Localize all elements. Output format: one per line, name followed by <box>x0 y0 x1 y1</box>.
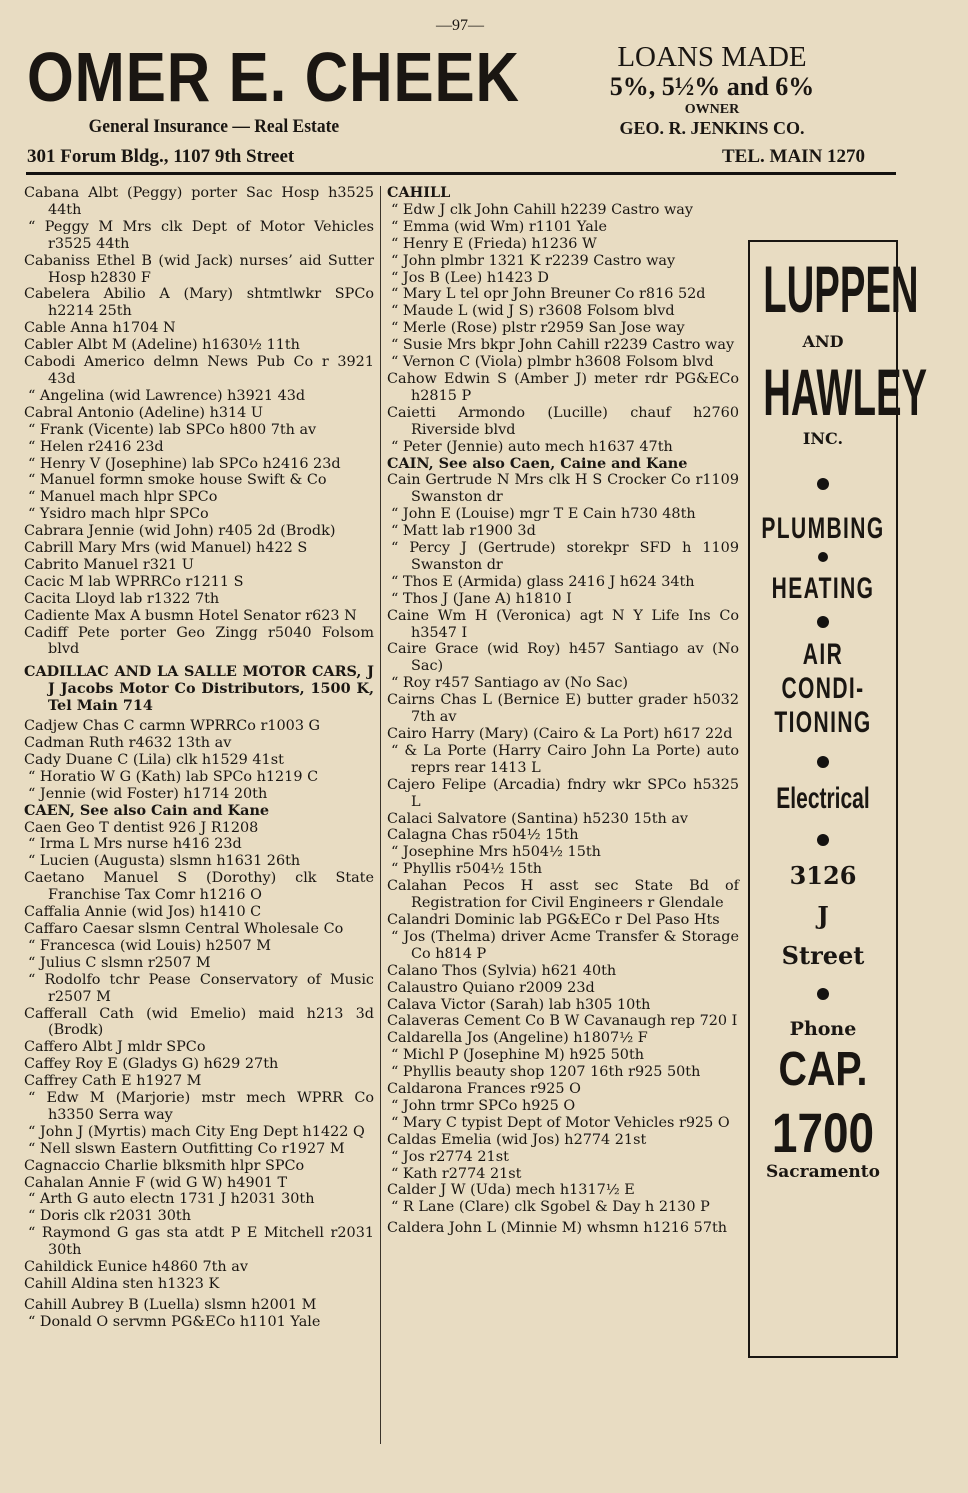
ad-service-electrical: Electrical <box>776 782 870 815</box>
directory-entry: Calahan Pecos H asst sec State Bd of Registration for Civil Engineers r Glendale <box>387 878 739 912</box>
ad-service-condi: CONDI- <box>781 672 865 705</box>
display-listing: CADILLAC AND LA SALLE MOTOR CARS, J J Jacobs Motor Co Distributors, 1500 K, Tel Main 714 <box>24 663 374 715</box>
directory-entry: Calandri Dominic lab PG&ECo r Del Paso Hts <box>387 911 720 928</box>
directory-sub-entry: “ Edw M (Marjorie) mstr mech WPRR Co h3350 Serra way <box>28 1090 374 1123</box>
column-divider <box>380 186 381 1444</box>
directory-column-left <box>24 185 374 1331</box>
directory-entry: Calagna Chas r504½ 15th <box>387 827 579 844</box>
directory-entry: Caen Geo T dentist 926 J R1208 <box>24 819 259 836</box>
directory-sub-entry: “ John J (Myrtis) mach City Eng Dept h1422 Q <box>28 1123 365 1140</box>
directory-sub-entry: “ Rodolfo tchr Pease Conservatory of Music r2507 M <box>28 971 374 1005</box>
directory-entry: Cacic M lab WPRRCo r1211 S <box>24 573 244 590</box>
directory-sub-entry: “ Mary C typist Dept of Motor Vehicles r925 O <box>391 1114 730 1131</box>
ad-phone-exchange: CAP. <box>778 1043 868 1096</box>
directory-entry: Cabaniss Ethel B (wid Jack) nurses’ aid Sutter Hosp h2830 F <box>24 252 374 286</box>
ad-and: AND <box>802 332 844 351</box>
directory-sub-entry: “ Horatio W G (Kath) lab SPCo h1219 C <box>28 768 319 785</box>
ad-company-line2: HAWLEY <box>763 355 928 429</box>
header-divider <box>26 172 896 175</box>
directory-entry: Caffrey Cath E h1927 M <box>24 1073 202 1090</box>
directory-sub-entry: “ Susie Mrs bkpr John Cahill r2239 Castro way <box>391 337 735 354</box>
directory-entry: Calaci Salvatore (Santina) h5230 15th av <box>387 810 689 827</box>
directory-entry: Cabodi Americo delmn News Pub Co r 3921 43d <box>24 354 374 387</box>
directory-column-middle <box>387 185 739 1237</box>
directory-sub-entry: “ Lucien (Augusta) slsmn h1631 26th <box>28 853 301 870</box>
directory-sub-entry: “ Josephine Mrs h504½ 15th <box>391 844 601 861</box>
directory-entry: Caldarella Jos (Angeline) h1807½ F <box>387 1030 648 1047</box>
directory-entry: Cairo Harry (Mary) (Cairo & La Port) h617 22d <box>387 726 733 742</box>
directory-sub-entry: “ Henry V (Josephine) lab SPCo h2416 23d <box>28 455 341 472</box>
directory-sub-entry: “ Angelina (wid Lawrence) h3921 43d <box>28 387 306 404</box>
directory-sub-entry: “ Peggy M Mrs clk Dept of Motor Vehicles r3525 44th <box>28 218 374 252</box>
directory-entry: Cabrill Mary Mrs (wid Manuel) h422 S <box>24 540 308 557</box>
header-advertisement-cheek <box>27 38 520 138</box>
ad-street-letter: J <box>817 901 829 930</box>
directory-entry: Cafferall Cath (wid Emelio) maid h213 3d (Brodk) <box>24 1005 374 1039</box>
directory-entry: Cabrito Manuel r321 U <box>24 556 194 573</box>
directory-sub-entry: “ Edw J clk John Cahill h2239 Castro way <box>391 201 693 218</box>
bullet-icon <box>817 756 829 768</box>
directory-sub-entry: “ Thos J (Jane A) h1810 I <box>391 590 572 607</box>
ad-service-tioning: TIONING <box>774 706 872 739</box>
directory-entry: Cabler Albt M (Adeline) h1630½ 11th <box>24 337 300 354</box>
loan-rates: 5%, 5½% and 6% <box>609 72 815 101</box>
directory-entry: Caetano Manuel S (Dorothy) clk State Franchise Tax Comr h1216 O <box>24 870 374 904</box>
directory-sub-entry: “ Irma L Mrs nurse h416 23d <box>28 836 242 853</box>
directory-entry: Caldarona Frances r925 O <box>387 1081 581 1098</box>
directory-sub-entry: “ Kath r2774 21st <box>391 1165 522 1182</box>
directory-sub-entry: “ Percy J (Gertrude) storekpr SFD h 1109 Swanston dr <box>391 540 739 573</box>
ad-service-air: AIR <box>802 638 844 671</box>
directory-sub-entry: “ Helen r2416 23d <box>28 438 164 455</box>
directory-entry: Calder J W (Uda) mech h1317½ E <box>387 1182 635 1199</box>
directory-sub-entry: “ Arth G auto electn 1731 J h2031 30th <box>28 1191 315 1208</box>
directory-entry: Caldera John L (Minnie M) whsmn h1216 57th <box>387 1220 728 1237</box>
directory-entry: Caire Grace (wid Roy) h457 Santiago av (No Sac) <box>387 641 739 675</box>
directory-entry: Caietti Armondo (Lucille) chauf h2760 Riverside blvd <box>387 404 739 438</box>
directory-sub-entry: “ Manuel mach hlpr SPCo <box>28 489 218 506</box>
directory-entry: Cabral Antonio (Adeline) h314 U <box>24 404 264 421</box>
bullet-icon <box>817 478 829 490</box>
directory-sub-entry: “ Nell slswn Eastern Outfitting Co r1927 M <box>28 1140 345 1157</box>
directory-entry: Calaustro Quiano r2009 23d <box>387 979 595 996</box>
directory-sub-entry: “ & La Porte (Harry Cairo John La Porte) auto reprs rear 1413 L <box>391 742 739 776</box>
ad-phone-label: Phone <box>789 1018 857 1040</box>
directory-sub-entry: “ Roy r457 Santiago av (No Sac) <box>391 675 629 692</box>
page-number: —97— <box>436 17 484 34</box>
telephone: TEL. MAIN 1270 <box>722 146 866 167</box>
directory-sub-entry: “ Jos r2774 21st <box>391 1148 509 1165</box>
directory-entry: Calaveras Cement Co B W Cavanaugh rep 720 I <box>387 1013 738 1030</box>
bullet-icon <box>818 552 828 562</box>
directory-entry: Cain Gertrude N Mrs clk H S Crocker Co r1109 Swanston dr <box>387 472 739 506</box>
surname-heading: CAEN, See also Cain and Kane <box>24 801 270 819</box>
directory-entry: Caldas Emelia (wid Jos) h2774 21st <box>387 1131 647 1148</box>
directory-entry: Cabelera Abilio A (Mary) shtmtlwkr SPCo h2214 25th <box>24 286 374 320</box>
directory-entry: Cady Duane C (Lila) clk h1529 41st <box>24 751 284 768</box>
directory-sub-entry: “ Phyllis beauty shop 1207 16th r925 50th <box>391 1064 701 1081</box>
directory-sub-entry: “ Emma (wid Wm) r1101 Yale <box>391 218 607 235</box>
bullet-icon <box>817 988 829 1000</box>
directory-sub-entry: “ Michl P (Josephine M) h925 50th <box>391 1047 645 1064</box>
directory-sub-entry: “ Thos E (Armida) glass 2416 J h624 34th <box>391 573 695 590</box>
advertiser-name: OMER E. CHEEK <box>27 38 520 116</box>
bullet-icon <box>817 616 829 628</box>
ad-company-line1: LUPPEN <box>763 252 919 326</box>
directory-entry: Cahildick Eunice h4860 7th av <box>24 1259 248 1276</box>
directory-entry: Calano Thos (Sylvia) h621 40th <box>387 962 617 979</box>
header-advertisement-loans <box>572 42 852 139</box>
directory-entry: Cagnaccio Charlie blksmith hlpr SPCo <box>24 1157 305 1174</box>
directory-entry: Cabana Albt (Peggy) porter Sac Hosp h3525 44th <box>24 185 374 218</box>
directory-sub-entry: “ Vernon C (Viola) plmbr h3608 Folsom blvd <box>391 354 714 371</box>
directory-entry: Cahill Aubrey B (Luella) slsmn h2001 M <box>24 1296 317 1313</box>
directory-entry: Caffalia Annie (wid Jos) h1410 C <box>24 904 262 921</box>
directory-sub-entry: “ Raymond G gas sta atdt P E Mitchell r2031 30th <box>28 1225 374 1259</box>
directory-entry: Cajero Felipe (Arcadia) fndry wkr SPCo h5325 L <box>387 776 739 810</box>
surname-heading: CAHILL <box>387 184 451 201</box>
directory-entry: Caffero Albt J mldr SPCo <box>24 1039 206 1056</box>
directory-entry: Cairns Chas L (Bernice E) butter grader h5032 7th av <box>387 692 739 726</box>
advertiser-address: 301 Forum Bldg., 1107 9th Street <box>27 146 295 167</box>
directory-sub-entry: “ Doris clk r2031 30th <box>28 1208 191 1225</box>
directory-entry: Caffaro Caesar slsmn Central Wholesale Co <box>24 920 344 937</box>
owner-label: OWNER <box>684 102 740 117</box>
sidebar-advertisement-luppen-hawley <box>748 240 928 1358</box>
ad-inc: INC. <box>802 429 844 448</box>
directory-entry: Cadman Ruth r4632 13th av <box>24 735 232 751</box>
directory-sub-entry: “ John E (Louise) mgr T E Cain h730 48th <box>391 506 696 523</box>
ad-street-number: 3126 <box>789 861 857 890</box>
ad-service-plumbing: PLUMBING <box>761 512 885 545</box>
directory-sub-entry: “ John plmbr 1321 K r2239 Castro way <box>391 252 676 269</box>
surname-heading: CAIN, See also Caen, Caine and Kane <box>387 454 688 472</box>
directory-entry: Calava Victor (Sarah) lab h305 10th <box>387 996 651 1013</box>
ad-service-heating: HEATING <box>771 572 875 605</box>
directory-sub-entry: “ Jos B (Lee) h1423 D <box>391 269 549 286</box>
directory-entry: Cadiente Max A busmn Hotel Senator r623 N <box>24 607 357 624</box>
directory-sub-entry: “ Matt lab r1900 3d <box>391 523 536 540</box>
directory-sub-entry: “ Phyllis r504½ 15th <box>391 861 543 878</box>
directory-sub-entry: “ Maude L (wid J S) r3608 Folsom blvd <box>391 303 675 320</box>
directory-sub-entry: “ Julius C slsmn r2507 M <box>28 954 211 971</box>
directory-entry: Cadiff Pete porter Geo Zingg r5040 Folsom blvd <box>24 624 374 658</box>
directory-sub-entry: “ R Lane (Clare) clk Sgobel & Day h 2130 P <box>391 1199 710 1216</box>
ad-phone-number: 1700 <box>771 1101 875 1164</box>
ad-street: Street <box>781 941 865 970</box>
directory-entry: Cacita Lloyd lab r1322 7th <box>24 590 220 607</box>
directory-entry: Cahow Edwin S (Amber J) meter rdr PG&ECo h2815 P <box>387 370 739 404</box>
directory-sub-entry: “ Peter (Jennie) auto mech h1637 47th <box>391 438 673 455</box>
directory-entry: Cahill Aldina sten h1323 K <box>24 1276 220 1292</box>
directory-sub-entry: “ Francesca (wid Louis) h2507 M <box>28 937 272 954</box>
directory-entry: Cahalan Annie F (wid G W) h4901 T <box>24 1174 288 1191</box>
directory-sub-entry: “ Manuel formn smoke house Swift & Co <box>28 472 327 489</box>
directory-sub-entry: “ Donald O servmn PG&ECo h1101 Yale <box>28 1313 321 1330</box>
loans-heading: LOANS MADE <box>617 41 807 73</box>
directory-sub-entry: “ Merle (Rose) plstr r2959 San Jose way <box>391 320 685 337</box>
directory-entry: Cadjew Chas C carmn WPRRCo r1003 G <box>24 718 321 735</box>
owner-name: GEO. R. JENKINS CO. <box>619 118 805 138</box>
directory-sub-entry: “ Frank (Vicente) lab SPCo h800 7th av <box>28 421 317 438</box>
directory-entry: Caine Wm H (Veronica) agt N Y Life Ins Co h3547 I <box>387 607 739 641</box>
directory-sub-entry: “ Henry E (Frieda) h1236 W <box>391 235 597 252</box>
ad-city: Sacramento <box>766 1162 880 1182</box>
directory-sub-entry: “ Jennie (wid Foster) h1714 20th <box>28 785 268 802</box>
bullet-icon <box>817 834 829 846</box>
directory-sub-entry: “ Jos (Thelma) driver Acme Transfer & Storage Co h814 P <box>391 928 739 962</box>
directory-entry: Caffey Roy E (Gladys G) h629 27th <box>24 1056 279 1073</box>
directory-sub-entry: “ Mary L tel opr John Breuner Co r816 52d <box>391 286 706 303</box>
directory-entry: Cabrara Jennie (wid John) r405 2d (Brodk) <box>24 523 336 540</box>
advertiser-subtitle: General Insurance — Real Estate <box>88 116 340 137</box>
directory-sub-entry: “ John trmr SPCo h925 O <box>391 1097 576 1114</box>
directory-sub-entry: “ Ysidro mach hlpr SPCo <box>28 506 209 523</box>
directory-entry: Cable Anna h1704 N <box>24 320 176 337</box>
